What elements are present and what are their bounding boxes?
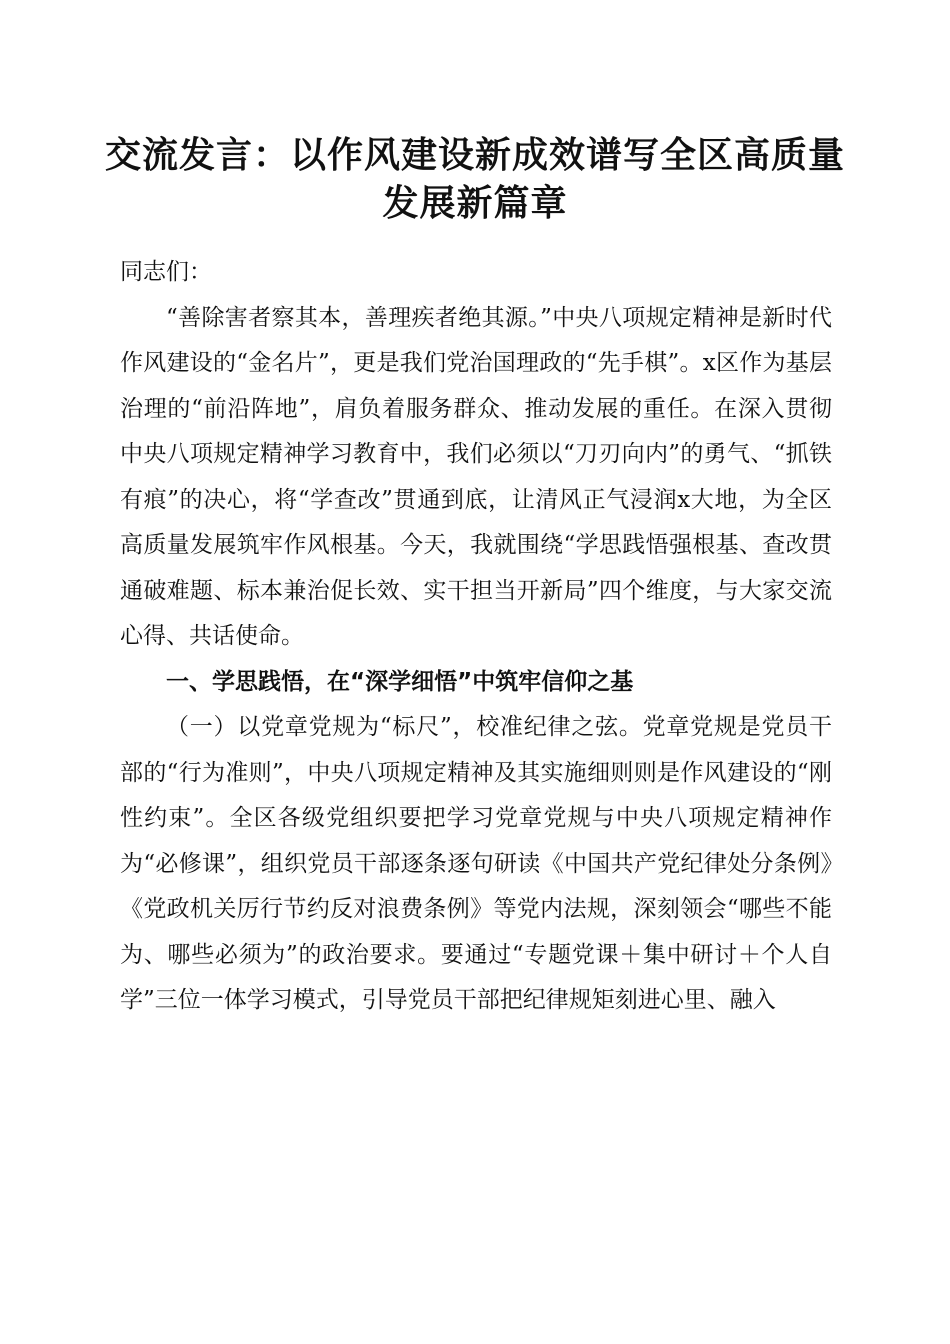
title-line-1: 交流发言：以作风建设新成效谱写全区高质量 (104, 135, 845, 176)
title-line-2: 发展新篇章 (382, 183, 568, 224)
document-title (100, 132, 850, 228)
section-1-paragraph-1: （一）以党章党规为“标尺”，校准纪律之弦。党章党规是党员干部的“行为准则”，中央八项规定精神及其实施细则则是作风建设的“刚性约束”。全区各级党组织要把学习党章党规与中央八项规定精神作为“必修课”，组织党员干部逐条逐句研读《中国共产党纪律处分条例》《党政机关厉行节约反对浪费条例》等党内法规，深刻领会“哪些不能为、哪些必须为”的政治要求。要通过“专题党课＋集中研讨＋个人自学”三位一体学习模式，引导党员干部把纪律规矩刻进心里、融入 (120, 714, 832, 1013)
section-heading-1: 一、学思践悟，在“深学细悟”中筑牢信仰之基 (166, 668, 634, 695)
document-body (120, 250, 832, 1024)
salutation: 同志们： (120, 259, 212, 285)
intro-paragraph: “善除害者察其本，善理疾者绝其源。”中央八项规定精神是新时代作风建设的“金名片”，更是我们党治国理政的“先手棋”。x区作为基层治理的“前沿阵地”，肩负着服务群众、推动发展的重任。在深入贯彻中央八项规定精神学习教育中，我们必须以“刀刃向内”的勇气、“抓铁有痕”的决心，将“学查改”贯通到底，让清风正气浸润x大地，为全区高质量发展筑牢作风根基。今天，我就围绕“学思践悟强根基、查改贯通破难题、标本兼治促长效、实干担当开新局”四个维度，与大家交流心得、共话使命。 (120, 304, 832, 649)
